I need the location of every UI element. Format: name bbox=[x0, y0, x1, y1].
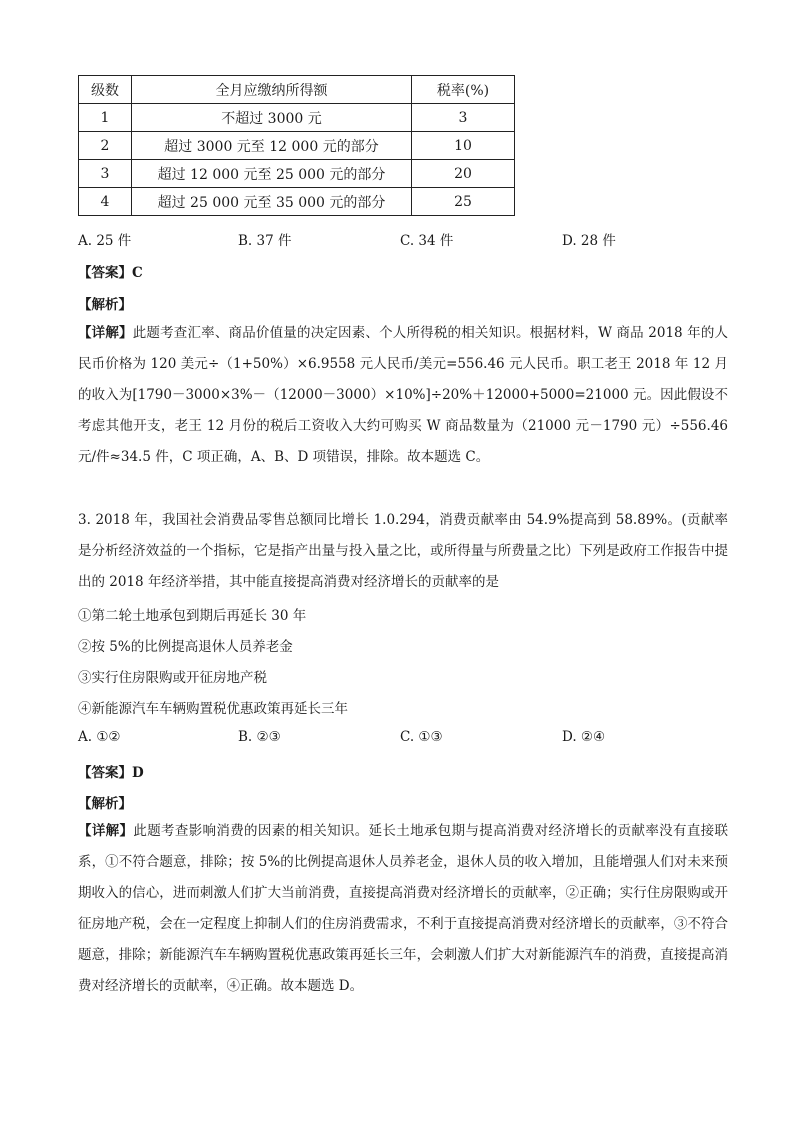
q3-detail bbox=[78, 816, 728, 1002]
option-b: B. ②③ bbox=[238, 729, 281, 745]
q3-question: 3. 2018 年，我国社会消费品零售总额同比增长 1.0.294，消费贡献率由 54.9%提高到 58.89%。(贡献率是分析经济效益的一个指标，它是指产出量与投入量之比，或所得量与所费量之比）下列是政府工作报告中提出的 2018 年经济举措，其中能直接提高消费对经济增长的贡献率的是 bbox=[78, 512, 728, 590]
table-header: 税率(%) bbox=[412, 76, 515, 104]
q2-detail bbox=[78, 318, 728, 473]
option-d: D. 28 件 bbox=[562, 233, 616, 249]
q2-analysis-label: 【解析】 bbox=[78, 297, 132, 313]
q2-answer: 【答案】C bbox=[78, 265, 143, 281]
detail-text: 此题考查汇率、商品价值量的决定因素、个人所得税的相关知识。根据材料，W 商品 2018 年的人民币价格为 120 美元÷（1+50%）×6.9558 元人民币/美元=556.46 元人民币。职工老王 2018 年 12 月的收入为[1790－3000×3%－（12000－3000）×10%]÷20%＋12000+5000=21000 元。因此假设不考虑其他开支，老王 12 月份的税后工资收入大约可购买 W 商品数量为（21000 元－1790 元）÷556.46 元/件≈34.5 件，C 项正确，A、B、D 项错误，排除。故本题选 C。 bbox=[78, 325, 728, 465]
option-c: C. 34 件 bbox=[400, 233, 454, 249]
table-cell: 4 bbox=[79, 188, 132, 216]
table-cell: 超过 12 000 元至 25 000 元的部分 bbox=[132, 160, 412, 188]
table-row bbox=[79, 188, 515, 216]
detail-tag: 【详解】 bbox=[78, 325, 133, 341]
table-cell: 3 bbox=[79, 160, 132, 188]
q3-item-3: ③实行住房限购或开征房地产税 bbox=[78, 670, 267, 686]
table-cell: 1 bbox=[79, 104, 132, 132]
q3-item-4: ④新能源汽车车辆购置税优惠政策再延长三年 bbox=[78, 701, 348, 717]
q3-item-2: ②按 5%的比例提高退休人员养老金 bbox=[78, 639, 293, 655]
table-header: 全月应缴纳所得额 bbox=[132, 76, 412, 104]
table-row bbox=[79, 104, 515, 132]
table-cell: 25 bbox=[412, 188, 515, 216]
table-cell: 2 bbox=[79, 132, 132, 160]
table-cell: 3 bbox=[412, 104, 515, 132]
table-cell: 超过 3000 元至 12 000 元的部分 bbox=[132, 132, 412, 160]
q3-answer: 【答案】D bbox=[78, 765, 144, 781]
detail-tag: 【详解】 bbox=[78, 823, 134, 839]
q3-analysis-label: 【解析】 bbox=[78, 796, 132, 812]
table-cell: 10 bbox=[412, 132, 515, 160]
option-a: A. ①② bbox=[78, 729, 121, 745]
q3-item-1: ①第二轮土地承包到期后再延长 30 年 bbox=[78, 608, 307, 624]
option-a: A. 25 件 bbox=[78, 233, 132, 249]
table-header-row bbox=[79, 76, 515, 104]
option-b: B. 37 件 bbox=[238, 233, 292, 249]
table-row bbox=[79, 132, 515, 160]
table-header: 级数 bbox=[79, 76, 132, 104]
option-c: C. ①③ bbox=[400, 729, 443, 745]
table-row bbox=[79, 160, 515, 188]
tax-rate-table bbox=[78, 75, 515, 216]
table-cell: 不超过 3000 元 bbox=[132, 104, 412, 132]
table-cell: 超过 25 000 元至 35 000 元的部分 bbox=[132, 188, 412, 216]
table-cell: 20 bbox=[412, 160, 515, 188]
detail-text: 此题考查影响消费的因素的相关知识。延长土地承包期与提高消费对经济增长的贡献率没有直接联系，①不符合题意，排除；按 5%的比例提高退休人员养老金，退休人员的收入增加，且能增强人们对未来预期收入的信心，进而刺激人们扩大当前消费，直接提高消费对经济增长的贡献率，②正确；实行住房限购或开征房地产税，会在一定程度上抑制人们的住房消费需求，不利于直接提高消费对经济增长的贡献率，③不符合题意，排除；新能源汽车车辆购置税优惠政策再延长三年，会刺激人们扩大对新能源汽车的消费，直接提高消费对经济增长的贡献率，④正确。故本题选 D。 bbox=[78, 823, 729, 994]
option-d: D. ②④ bbox=[562, 729, 606, 745]
